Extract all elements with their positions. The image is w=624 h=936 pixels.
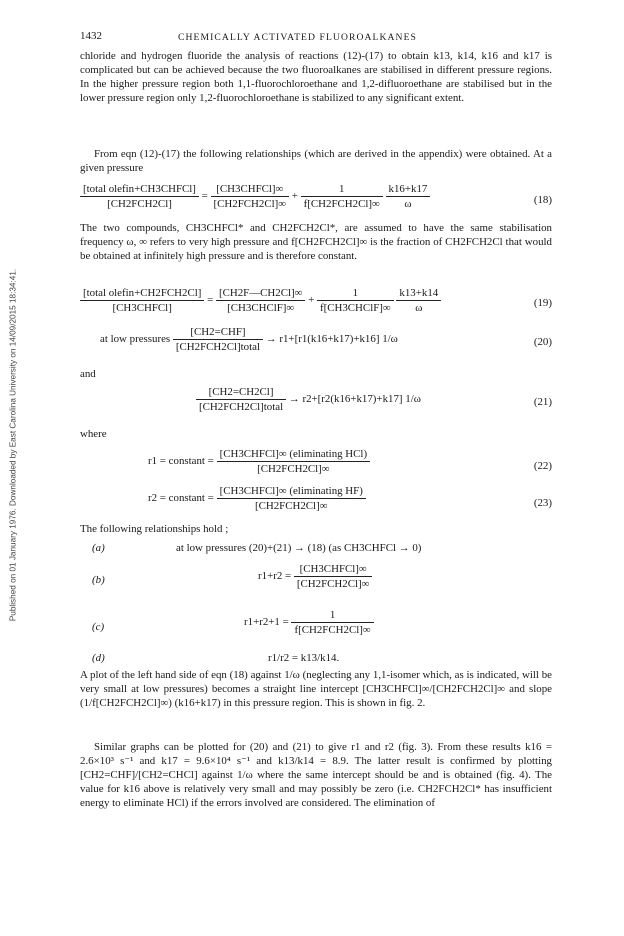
- equation-number-19: (19): [533, 297, 552, 309]
- relation-d-label: (d): [92, 652, 105, 664]
- equation-number-21: (21): [533, 396, 552, 408]
- relation-b-label: (b): [92, 574, 105, 586]
- paragraph-2: From eqn (12)-(17) the following relationships (which are derived in the appendix) were obtained. At a given pressure: [80, 148, 552, 174]
- equation-20: at low pressures $\frac{\text{[CH2=CHF]}}{\text{[CH2FCH2Cl]total}}$ → r1+[r1(k16+k17)+k16] 1/ω: [100, 326, 398, 353]
- equation-number-22: (22): [533, 460, 552, 472]
- paragraph-where: where: [80, 428, 107, 440]
- equation-number-23: (23): [533, 497, 552, 509]
- relation-c-label: (c): [92, 621, 105, 633]
- equation-22: r1 = constant = $\frac{\text{[CH3CHFCl]∞ (eliminating HCl)}}{\text{[CH2FCH2Cl]∞}}$: [148, 448, 370, 475]
- equation-number-18: (18): [533, 194, 552, 206]
- paragraph-relations-intro: The following relationships hold ;: [80, 523, 229, 535]
- paragraph-3: The two compounds, CH3CHFCl* and CH2FCH2Cl*, are assumed to have the same stabilisation frequency ω, ∞ refers to very high pressure and f[CH2FCH2Cl]∞ is the fraction of CH2FCH2Cl that would be obtained at infinitely high pressure and is therefore constant.: [80, 222, 552, 262]
- equation-number-20: (20): [533, 336, 552, 348]
- paragraph-plot: A plot of the left hand side of eqn (18) against 1/ω (neglecting any 1,1-isomer which, as is indicated, will be very small at low pressures) becomes a straight line intercept [CH3CHFCl]∞/[CH2FCH2Cl]∞ and slope (1/f[CH2FCH2Cl]∞) (k16+k17) in this pressure region. This is shown in fig. 2.: [80, 669, 552, 709]
- paragraph-1: chloride and hydrogen fluoride the analysis of reactions (12)-(17) to obtain k13, k14, k16 and k17 is complicated but can be achieved because the two fluoroalkanes are stabilised in different pressure regions. In the higher pressure region both 1,1-fluorochloroethane and 1,2-difluoroethane are stabilised but in the lower pressure region only 1,2-fluorochloroethane is stabilized to any significant extent.: [80, 50, 552, 104]
- paragraph-results: Similar graphs can be plotted for (20) and (21) to give r1 and r2 (fig. 3). From these results k16 = 2.6×10³ s⁻¹ and k17 = 9.6×10⁴ s⁻¹ and k13/k14 = 8.9. The latter result is confirmed by plotting [CH2=CHF]/[CH2=CHCl] against 1/ω where the same intercept should be and is obtained (fig. 4). The value for k16 above is relatively very small and may possibly be zero (i.e. CH2FCH2Cl* has insufficient energy to eliminate HCl) if the errors involved are considered. The elimination of: [80, 741, 552, 809]
- relation-b: r1+r2 = $\frac{\text{[CH3CHFCl]∞}}{\text{[CH2FCH2Cl]∞}}$: [258, 563, 372, 590]
- page-number: 1432: [80, 30, 102, 42]
- equation-18: $\frac{\text{[total olefin+CH3CHFCl]}}{\text{[CH2FCH2Cl]}}$ = $\frac{\text{[CH3CHFCl]∞}}{\text{[CH2FCH2Cl]∞}}$ + $\frac{1}{\text{f[CH2FCH2Cl]∞}}$ $\frac{k16+k17}{\omega}$: [80, 183, 430, 210]
- equation-21: $\frac{[CH2=CH2Cl]}{\text{[CH2FCH2Cl]total}}$ → r2+[r2(k16+k17)+k17] 1/ω: [196, 386, 421, 413]
- running-title: CHEMICALLY ACTIVATED FLUOROALKANES: [178, 32, 417, 43]
- paragraph-and: and: [80, 368, 96, 380]
- relation-c: r1+r2+1 = $\frac{1}{\text{f[CH2FCH2Cl]∞}}$: [244, 609, 374, 636]
- relation-d: r1/r2 = k13/k14.: [268, 652, 340, 664]
- download-watermark: Published on 01 January 1976. Downloaded by East Carolina University on 14/09/2015 18:34:41.: [8, 268, 18, 622]
- equation-23: r2 = constant = $\frac{\text{[CH3CHFCl]∞ (eliminating HF)}}{\text{[CH2FCH2Cl]∞}}$: [148, 485, 366, 512]
- relation-a: at low pressures (20)+(21) → (18) (as CH3CHFCl → 0): [176, 542, 422, 554]
- equation-19: $\frac{\text{[total olefin+CH2FCH2Cl]}}{\text{[CH3CHFCl]}}$ = $\frac{[CH2F—CH2Cl]\infty}{\text{[CH3CHClF]∞}}$ + $\frac{1}{\text{f[CH3CHClF]∞}}$ $\frac{k13+k14}{\omega}$: [80, 287, 441, 314]
- relation-a-label: (a): [92, 542, 105, 554]
